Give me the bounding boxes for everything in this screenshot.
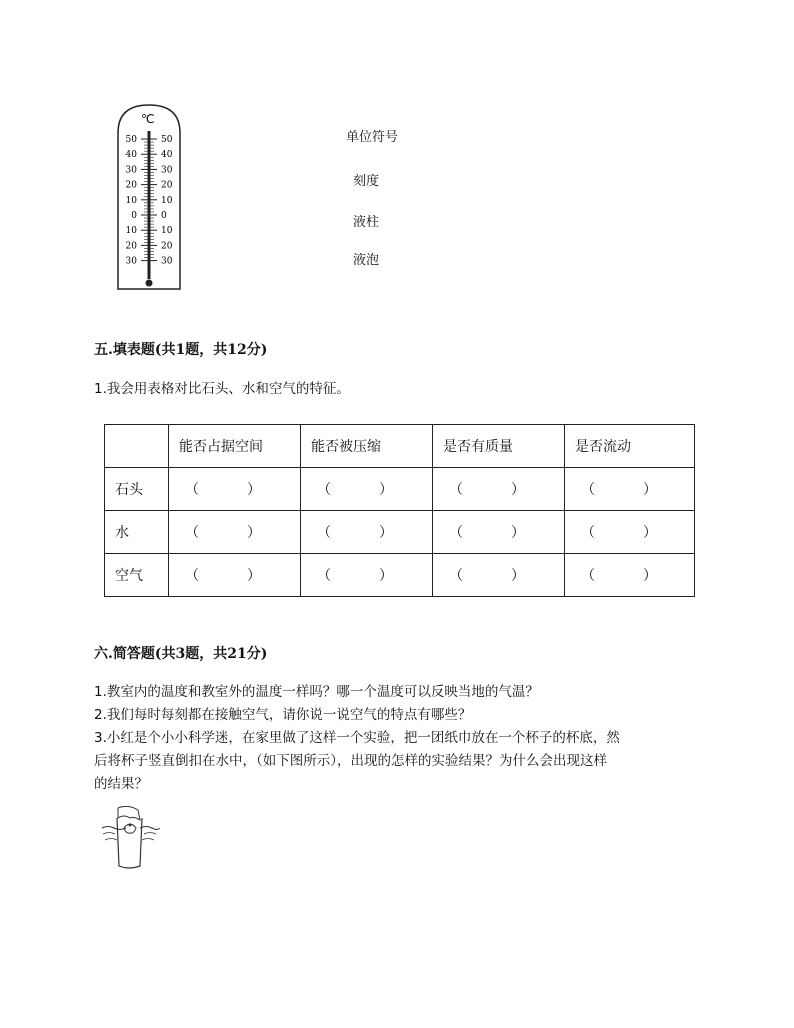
table-header-cell: 是否流动 — [565, 425, 695, 468]
scale-number-right: 0 — [161, 211, 167, 221]
scale-number-right: 10 — [161, 195, 173, 206]
table-row — [105, 468, 695, 511]
scale-number-right: 20 — [161, 241, 173, 252]
answer-blank[interactable]: （ ） — [565, 468, 695, 511]
row-label: 水 — [105, 511, 169, 554]
unit-symbol: ℃ — [141, 112, 155, 126]
scale-number-right: 30 — [161, 165, 173, 176]
question-3-line-3: 的结果？ — [94, 776, 148, 792]
cup-in-water-figure — [100, 806, 160, 870]
scale-number-right: 30 — [161, 256, 173, 267]
scale-number-left: 40 — [125, 150, 137, 161]
table-row — [105, 511, 695, 554]
section6-title: 六.简答题(共3题，共21分) — [94, 646, 268, 662]
scale-number-left: 20 — [125, 180, 137, 191]
scale-number-left: 10 — [125, 195, 137, 206]
table-header-cell: 能否被压缩 — [301, 425, 433, 468]
label-liquid-column: 液柱 — [353, 215, 380, 230]
scale-number-left: 10 — [125, 226, 137, 237]
question-1: 1.教室内的温度和教室外的温度一样吗？哪一个温度可以反映当地的气温？ — [94, 684, 539, 700]
answer-blank[interactable]: （ ） — [169, 554, 301, 597]
right-scale — [161, 135, 173, 267]
answer-blank[interactable]: （ ） — [169, 468, 301, 511]
label-liquid-bulb: 液泡 — [353, 253, 380, 268]
feature-table — [104, 424, 695, 597]
scale-number-right: 10 — [161, 226, 173, 237]
answer-blank[interactable]: （ ） — [301, 468, 433, 511]
table-row — [105, 554, 695, 597]
question-3-line-2: 后将杯子竖直倒扣在水中，（如下图所示），出现的怎样的实验结果？为什么会出现这样 — [94, 753, 607, 769]
answer-blank[interactable]: （ ） — [433, 468, 565, 511]
cup-sketch — [100, 806, 160, 870]
label-unit-symbol: 单位符号 — [346, 130, 399, 145]
scale-number-left: 30 — [125, 165, 137, 176]
answer-blank[interactable]: （ ） — [301, 511, 433, 554]
label-scale: 刻度 — [353, 174, 380, 189]
table-header-cell: 能否占据空间 — [169, 425, 301, 468]
answer-blank[interactable]: （ ） — [565, 511, 695, 554]
scale-number-left: 30 — [125, 256, 137, 267]
table-header-row — [105, 425, 695, 468]
left-scale — [126, 135, 138, 267]
scale-number-right: 40 — [161, 150, 173, 161]
answer-blank[interactable]: （ ） — [565, 554, 695, 597]
table-header-cell — [105, 425, 169, 468]
scale-number-right: 20 — [161, 180, 173, 191]
question-3-line-1: 3.小红是个小小科学迷，在家里做了这样一个实验，把一团纸巾放在一个杯子的杯底，然 — [94, 730, 620, 746]
thermometer-drawing — [116, 103, 182, 291]
scale-number-left: 50 — [125, 135, 137, 145]
answer-blank[interactable]: （ ） — [433, 554, 565, 597]
question-2: 2.我们每时每刻都在接触空气，请你说一说空气的特点有哪些？ — [94, 707, 472, 723]
answer-blank[interactable]: （ ） — [169, 511, 301, 554]
thermometer-figure — [116, 103, 182, 291]
answer-blank[interactable]: （ ） — [301, 554, 433, 597]
liquid-bulb — [146, 280, 153, 287]
row-label: 空气 — [105, 554, 169, 597]
section5-title: 五.填表题(共1题，共12分) — [94, 342, 268, 358]
scale-number-left: 20 — [125, 241, 137, 252]
section5-question: 1.我会用表格对比石头、水和空气的特征。 — [94, 381, 350, 397]
scale-number-right: 50 — [161, 135, 173, 145]
row-label: 石头 — [105, 468, 169, 511]
table-header-cell: 是否有质量 — [433, 425, 565, 468]
answer-blank[interactable]: （ ） — [433, 511, 565, 554]
scale-number-left: 0 — [131, 211, 137, 221]
